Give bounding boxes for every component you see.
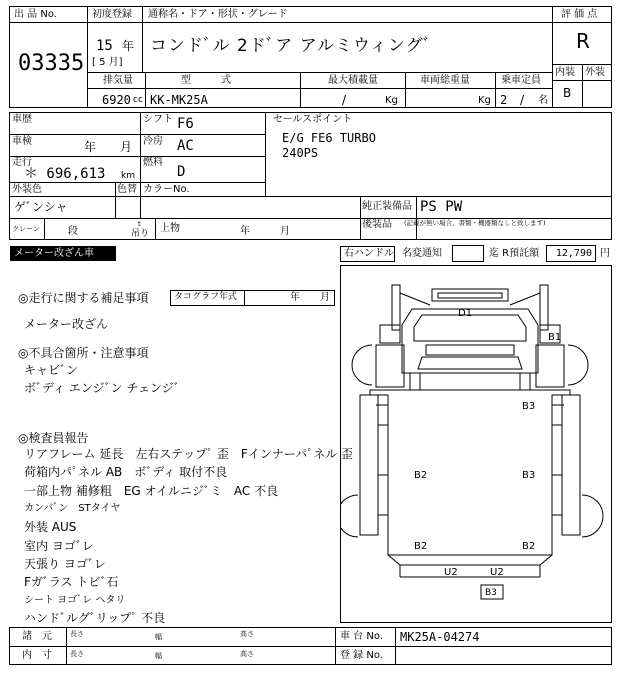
length-label: 長さ (70, 650, 84, 658)
model-label: 型 式 (181, 75, 231, 86)
capacity-value: 2 (500, 93, 508, 107)
tacho-year-unit: 年 (290, 292, 300, 303)
length-label: 長さ (70, 630, 84, 638)
name-label: 通称名・ドア・形状・グレード (148, 9, 288, 20)
genuine-equipment-value: PS PW (420, 199, 463, 215)
width-label: 幅 (155, 652, 162, 660)
genuine-equipment-label: 純正装備品 (362, 201, 412, 212)
gross-weight-label: 車両総重量 (420, 75, 470, 86)
shift-value: F6 (177, 116, 194, 132)
gross-weight-unit: Kg (478, 95, 491, 106)
shift-label: シフト (143, 114, 173, 125)
inspector-report-title: ◎検査員報告 (18, 431, 89, 445)
damage-mark: B2 (414, 470, 428, 481)
inspector-line: 天張り ヨゴﾞレ (24, 557, 106, 571)
deposit-label: 迄 R預託額 (489, 248, 540, 259)
interior-label: 内装 (555, 67, 575, 78)
chassis-number-value: MK25A-04274 (400, 630, 480, 644)
inspector-line: 一部上物 補修粗 EG オイルニジﾞミ AC 不良 (24, 484, 279, 498)
sales-point-line2: 240PS (282, 146, 319, 160)
inspection-label: 車検 (12, 136, 32, 147)
tacho-label: タコグラフ年式 (174, 292, 238, 302)
damage-mark: D1 (458, 308, 473, 319)
vehicle-name: コンドﾞル 2ドﾞア アルミウィングﾞ (150, 36, 433, 56)
deposit-unit: 円 (600, 248, 610, 259)
overall-grade: R (576, 29, 590, 53)
ac-value: AC (177, 138, 194, 154)
defects-line-2: ボﾞディ エンジﾞン チェンジﾞ (24, 381, 180, 395)
tacho-month-unit: 月 (320, 292, 330, 303)
aftermarket-note: (記載が無い場合、書類・機器類なしと致します) (404, 219, 546, 227)
displacement-label: 排気量 (103, 75, 133, 86)
reg-year: 15 (96, 38, 113, 54)
inspector-line: 室内 ヨゴﾞレ (24, 539, 94, 553)
defects-line-1: キャビﾞン (24, 363, 79, 377)
spec-dimensions-label: 諸 元 (22, 631, 52, 642)
ac-label: 冷房 (143, 136, 163, 147)
mileage-label: 走行 (12, 157, 32, 168)
aftermarket-label: 後装品 (362, 219, 392, 230)
upper-year-unit: 年 (240, 226, 250, 237)
damage-mark: U2 (444, 567, 458, 578)
meter-tamper-badge: メーター改ざん車 (10, 246, 116, 261)
first-reg-label: 初度登録 (92, 9, 132, 20)
color-number-label: カラーNo. (143, 184, 190, 195)
height-label: 高さ (240, 630, 254, 638)
reg-year-unit: 年 (122, 39, 135, 53)
damage-mark: B1 (548, 332, 562, 343)
lot-label: 出 品 No. (14, 9, 57, 20)
capacity-unit: 名 (538, 95, 548, 106)
running-notes-title: ◎走行に関する補足事項 (18, 291, 149, 305)
model-value: KK-MK25A (150, 93, 208, 107)
crane-ton-unit: t (138, 220, 141, 228)
inspection-year-unit: 年 (84, 140, 97, 154)
chassis-number-label: 車 台 No. (340, 631, 383, 642)
color-value: ゲﾞンシャ (14, 200, 68, 214)
displacement-value: 6920 (102, 93, 131, 107)
damage-mark: B2 (522, 541, 536, 552)
damage-mark: B2 (414, 541, 428, 552)
inspector-line: ハンドﾞルグﾞリップﾟ 不良 (24, 611, 166, 625)
capacity-label: 乗車定員 (501, 75, 541, 86)
damage-mark: B3 (522, 470, 536, 481)
sales-point-label: セールスポイント (273, 114, 353, 125)
upper-body-label: 上物 (160, 223, 180, 234)
defects-title: ◎不具合箇所・注意事項 (18, 346, 149, 360)
inspection-month-unit: 月 (120, 140, 133, 154)
mileage-value: ＊ 696,613 (24, 166, 106, 182)
capacity-slash: / (520, 93, 525, 107)
crane-label: クレーン (12, 225, 40, 233)
history-label: 車歴 (12, 114, 32, 125)
inspector-line: Fガﾞラス トビﾞ石 (24, 575, 119, 589)
width-label: 幅 (155, 633, 162, 641)
displacement-unit: cc (133, 95, 143, 105)
exterior-label: 外装 (585, 67, 605, 78)
inner-dimensions-label: 内 寸 (22, 650, 52, 661)
inspector-line: シート ヨゴﾞレ ヘタリ (24, 595, 126, 606)
sales-point-line1: E/G FE6 TURBO (282, 131, 376, 145)
truck-diagram (340, 265, 612, 623)
lot-number: 03335 (18, 51, 85, 76)
reg-month: [ 5 月] (92, 57, 123, 68)
right-mirror (540, 285, 548, 330)
crane-hang-label: 吊り (131, 229, 150, 239)
max-load-slash: / (342, 93, 347, 107)
interior-grade: B (563, 86, 572, 100)
inspector-line: リアフレーム 延長 左右ステップﾟ 歪 Fインナーパﾟネル 歪 (24, 447, 354, 461)
height-label: 高さ (240, 650, 254, 658)
name-change-label: 名変通知 (402, 248, 442, 259)
damage-mark: B3 (522, 401, 536, 412)
inspector-line: 荷箱内パﾟネル AB ボﾞディ 取付不良 (24, 465, 228, 479)
color-change-label: 色替 (117, 184, 137, 195)
color-label: 外装色 (12, 184, 42, 195)
right-handle-box: 右ハンドル (340, 246, 395, 262)
registration-number-label: 登 録 No. (340, 650, 383, 661)
deposit-value: 12,790 (546, 245, 596, 262)
inspector-line: カンバﾞン STタイヤ (24, 503, 121, 514)
inspector-line: 外装 AUS (24, 520, 77, 534)
name-change-box (452, 245, 484, 262)
grade-label: 評 価 点 (561, 9, 598, 20)
damage-mark: U2 (490, 567, 504, 578)
damage-mark: B3 (485, 588, 497, 598)
mileage-unit: km (121, 171, 135, 181)
crane-stage-unit: 段 (68, 226, 78, 237)
max-load-unit: Kg (385, 95, 398, 106)
left-mirror (392, 285, 400, 330)
fuel-label: 燃料 (143, 157, 163, 168)
max-load-label: 最大積載量 (328, 75, 378, 86)
fuel-value: D (177, 164, 186, 180)
upper-month-unit: 月 (280, 226, 290, 237)
running-note-text: メーター改ざん (24, 317, 109, 331)
